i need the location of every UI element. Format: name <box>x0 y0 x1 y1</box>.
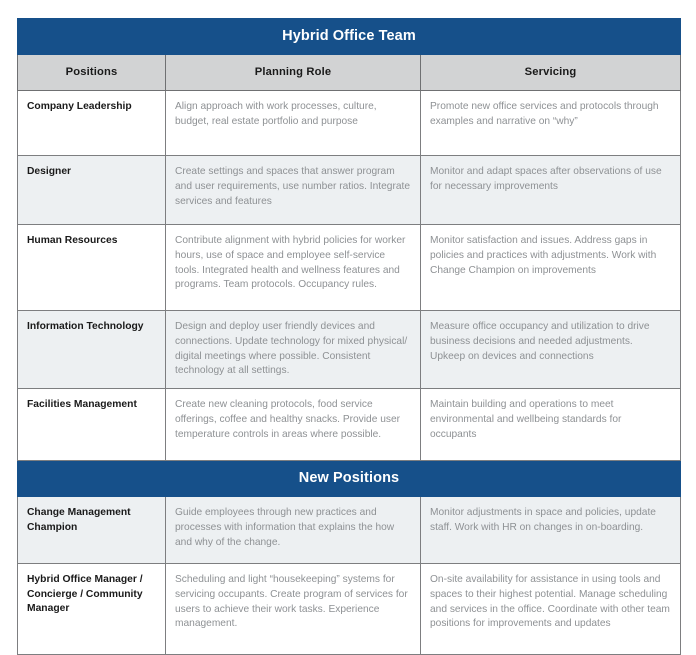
planning-role-text: Create settings and spaces that answer program and user requirements, use number ratios. Integrate services and features <box>166 156 421 225</box>
planning-role-text: Contribute alignment with hybrid policies for worker hours, use of space and employee self-service tools. Integrated health and wellness features and programs. Team protocols. Occupancy rules. <box>166 225 421 311</box>
column-header-positions: Positions <box>18 55 166 91</box>
table-row <box>18 311 681 389</box>
position-name: Designer <box>18 156 166 225</box>
table-row <box>18 156 681 225</box>
column-header-servicing: Servicing <box>421 55 681 91</box>
table-row <box>18 91 681 156</box>
hybrid-office-team-table <box>17 18 681 655</box>
section-header-row <box>18 461 681 497</box>
servicing-text: Monitor adjustments in space and policies, update staff. Work with HR on changes in on-boarding. <box>421 497 681 564</box>
position-name: Information Technology <box>18 311 166 389</box>
servicing-text: Measure office occupancy and utilization to drive business decisions and needed adjustments. Upkeep on devices and connections <box>421 311 681 389</box>
position-name: Human Resources <box>18 225 166 311</box>
planning-role-text: Design and deploy user friendly devices and connections. Update technology for mixed physical/ digital meetings where possible. Consistent technology at all settings. <box>166 311 421 389</box>
servicing-text: Monitor satisfaction and issues. Address gaps in policies and practices with adjustments. Work with Change Champion on improvements <box>421 225 681 311</box>
planning-role-text: Guide employees through new practices and processes with information that explains the how and why of the change. <box>166 497 421 564</box>
table-row <box>18 497 681 564</box>
position-name: Facilities Management <box>18 389 166 461</box>
column-header-planning-role: Planning Role <box>166 55 421 91</box>
position-name: Company Leadership <box>18 91 166 156</box>
planning-role-text: Create new cleaning protocols, food service offerings, coffee and healthy snacks. Provide user temperature controls in areas where possible. <box>166 389 421 461</box>
position-name: Change Management Champion <box>18 497 166 564</box>
servicing-text: On-site availability for assistance in using tools and spaces to their highest potential. Manage scheduling and services in the office. Coordinate with other team positions for improvements and updates <box>421 564 681 655</box>
table-row <box>18 564 681 655</box>
table-banner-row <box>18 19 681 55</box>
servicing-text: Promote new office services and protocols through examples and narrative on “why” <box>421 91 681 156</box>
table-row <box>18 225 681 311</box>
servicing-text: Maintain building and operations to meet environmental and wellbeing standards for occupants <box>421 389 681 461</box>
position-name: Hybrid Office Manager / Concierge / Community Manager <box>18 564 166 655</box>
table-banner-title: Hybrid Office Team <box>18 19 681 55</box>
section-header-title: New Positions <box>18 461 681 497</box>
servicing-text: Monitor and adapt spaces after observations of use for necessary improvements <box>421 156 681 225</box>
hybrid-office-team-table-container <box>17 18 680 630</box>
planning-role-text: Scheduling and light “housekeeping” systems for servicing occupants. Create program of services for users to achieve their work tasks. Experience management. <box>166 564 421 655</box>
planning-role-text: Align approach with work processes, culture, budget, real estate portfolio and purpose <box>166 91 421 156</box>
table-row <box>18 389 681 461</box>
column-header-row <box>18 55 681 91</box>
